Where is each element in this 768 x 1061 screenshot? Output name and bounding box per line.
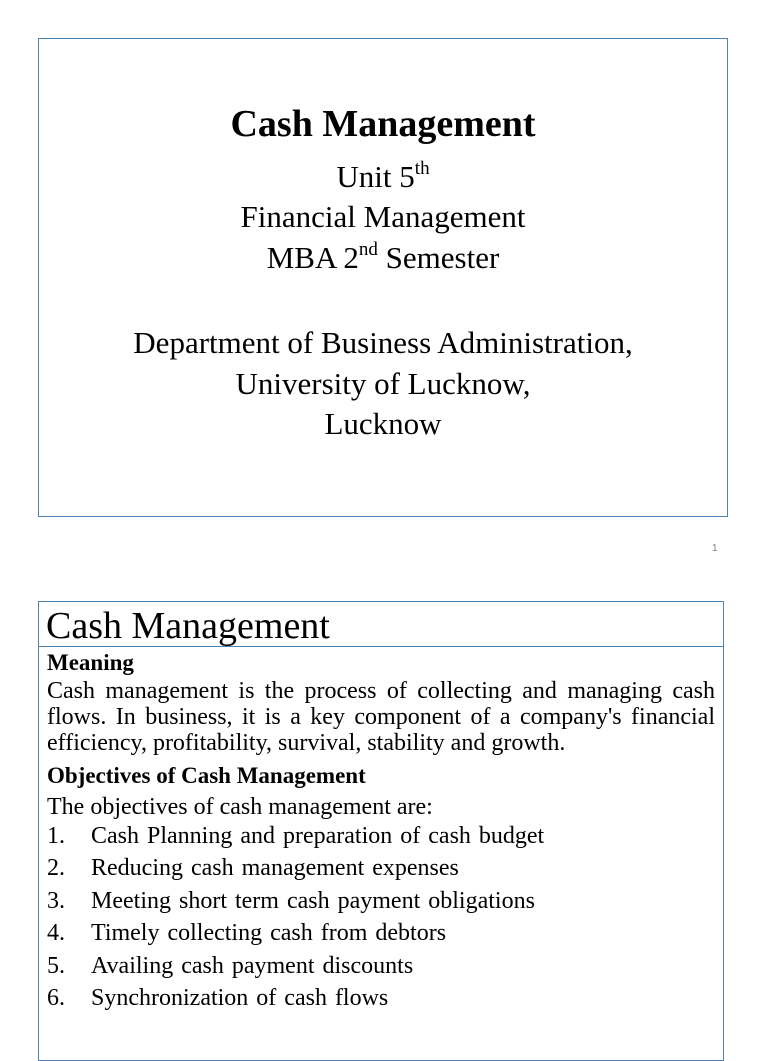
list-item-number: 1. (47, 823, 65, 849)
objectives-list (47, 820, 715, 1014)
unit-line (39, 158, 727, 194)
city-line: Lucknow (324, 406, 442, 441)
meaning-text: Cash management is the process of collecting and managing cash flows. In business, it is a key component of a company's financial efficiency, profitability, survival, stability and growth. (47, 678, 715, 756)
list-item-text: Meeting short term cash payment obligations (91, 887, 535, 914)
slide-body (47, 648, 715, 1014)
list-item-text: Cash Planning and preparation of cash budget (91, 823, 545, 849)
semester-pre: MBA 2 (266, 240, 359, 275)
unit-text: Unit 5 (336, 159, 415, 194)
semester-sup: nd (358, 239, 378, 260)
slide-title: Cash Management (46, 605, 330, 647)
list-item-text: Synchronization of cash flows (91, 985, 389, 1012)
list-item-number: 5. (47, 952, 65, 979)
slide-title-bar (39, 602, 723, 647)
objectives-heading: Objectives of Cash Management (47, 763, 366, 788)
objectives-intro: The objectives of cash management are: (47, 794, 433, 820)
list-item (47, 950, 715, 982)
content-slide (38, 601, 724, 1061)
list-item (47, 852, 715, 884)
semester-line (39, 239, 727, 275)
list-item (47, 917, 715, 949)
semester-post: Semester (377, 240, 500, 275)
list-item-text: Reducing cash management expenses (91, 855, 459, 882)
slide-title: Cash Management (230, 103, 536, 145)
department-line: Department of Business Administration, (133, 325, 633, 360)
list-item-text: Availing cash payment discounts (91, 952, 414, 979)
meaning-heading: Meaning (47, 650, 134, 675)
list-item-number: 6. (47, 985, 65, 1012)
list-item (47, 982, 715, 1014)
list-item-number: 2. (47, 855, 65, 882)
list-item (47, 885, 715, 917)
list-item (47, 820, 715, 852)
university-line: University of Lucknow, (235, 366, 531, 401)
list-item-text: Timely collecting cash from debtors (91, 920, 447, 947)
title-slide (38, 38, 728, 517)
list-item-number: 3. (47, 887, 65, 914)
course-line: Financial Management (240, 199, 526, 234)
unit-sup: th (414, 158, 430, 179)
page-number: 1 (712, 543, 718, 554)
list-item-number: 4. (47, 920, 65, 947)
